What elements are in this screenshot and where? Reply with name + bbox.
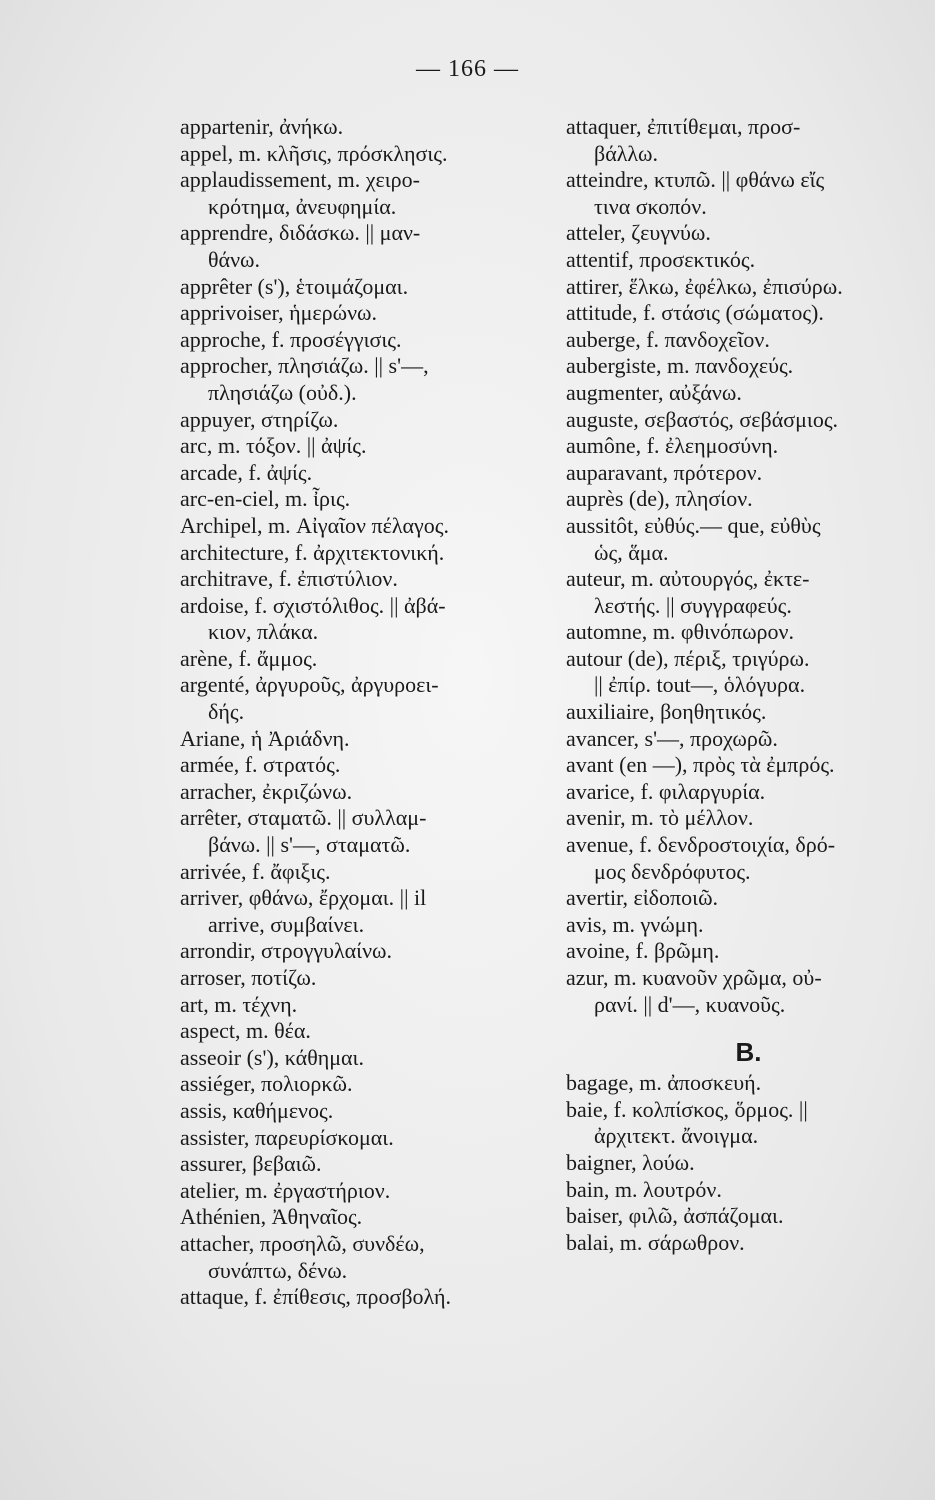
dictionary-entry-line: argenté, ἀργυροῦς, ἀργυροει-	[180, 672, 439, 698]
dictionary-entry-line: atelier, m. ἐργαστήριον.	[180, 1177, 391, 1203]
dictionary-entry-line: assiéger, πολιορκῶ.	[180, 1071, 353, 1097]
dictionary-entry-line: avenir, m. τὸ μέλλον.	[566, 805, 754, 831]
dictionary-entry-line: atteler, ζευγνύω.	[566, 220, 711, 246]
dictionary-entry-line: avenue, f. δενδροστοιχία, δρό-	[566, 832, 836, 858]
dictionary-entry-line: λεστής. || συγγραφεύς.	[594, 592, 792, 618]
dictionary-entry-line: avoine, f. βρῶμη.	[566, 938, 720, 964]
dictionary-entry-line: approcher, πλησιάζω. || s'—,	[180, 353, 429, 379]
dictionary-entry-line: aumône, f. ἐλεημοσύνη.	[566, 433, 779, 459]
dictionary-entry-line: arrondir, στρογγυλαίνω.	[180, 938, 393, 964]
dictionary-entry-line: augmenter, αὐξάνω.	[566, 379, 742, 405]
dictionary-entry-line: arriver, φθάνω, ἔρχομαι. || il	[180, 885, 427, 911]
dictionary-entry-line: ἀρχιτεκτ. ἄνοιγμα.	[594, 1123, 759, 1149]
dictionary-entry-line: appuyer, στηρίζω.	[180, 406, 339, 432]
dictionary-entry-line: apprendre, διδάσκω. || μαν-	[180, 220, 421, 246]
dictionary-entry-line: arrivée, f. ἄφιξις.	[180, 858, 331, 884]
dictionary-entry-line: attentif, προσεκτικός.	[566, 246, 756, 272]
dictionary-entry-line: atteindre, κτυπῶ. || φθάνω εἴς	[566, 167, 825, 193]
dictionary-entry-line: συνάπτω, δένω.	[208, 1257, 348, 1283]
entries-a	[566, 114, 911, 1018]
dictionary-entry-line: arc-en-ciel, m. ἶρις.	[180, 486, 351, 512]
right-column	[566, 114, 911, 1256]
dictionary-entry-line: baie, f. κολπίσκος, ὅρμος. ||	[566, 1096, 808, 1122]
dictionary-entry-line: aussitôt, εὐθύς.— que, εὐθὺς	[566, 512, 821, 538]
dictionary-entry-line: auprès (de), πλησίον.	[566, 486, 753, 512]
dictionary-entry-line: baigner, λούω.	[566, 1149, 695, 1175]
dictionary-entry-line: bagage, m. ἀποσκευή.	[566, 1070, 762, 1096]
dictionary-entry-line: assis, καθήμενος.	[180, 1097, 334, 1123]
left-column	[180, 114, 520, 1311]
dictionary-entry-line: avertir, εἰδοποιῶ.	[566, 885, 719, 911]
dictionary-entry-line: avant (en —), πρὸς τὰ ἐμπρός.	[566, 752, 835, 778]
dictionary-entry-line: appartenir, ἀνήκω.	[180, 114, 344, 139]
dictionary-entry-line: applaudissement, m. χειρο-	[180, 167, 420, 193]
dictionary-entry-line: μος δενδρόφυτος.	[594, 858, 751, 884]
page-number: — 166 —	[416, 56, 519, 82]
dictionary-entry-line: Athénien, Ἀθηναῖος.	[180, 1204, 363, 1230]
dictionary-entry-line: τινα σκοπόν.	[594, 193, 707, 219]
dictionary-entry-line: arracher, ἐκριζώνω.	[180, 778, 353, 804]
dictionary-entry-line: bain, m. λουτρόν.	[566, 1176, 722, 1202]
dictionary-entry-line: βάνω. || s'—, σταματῶ.	[208, 832, 411, 858]
dictionary-entry-line: arène, f. ἄμμος.	[180, 645, 318, 671]
dictionary-entry-line: θάνω.	[208, 246, 260, 272]
dictionary-entry-line: κρότημα, ἀνευφημία.	[208, 193, 397, 219]
dictionary-entry-line: ὡς, ἅμα.	[594, 539, 669, 565]
dictionary-entry-line: attaque, f. ἐπίθεσις, προσβολή.	[180, 1284, 451, 1310]
dictionary-entry-line: auparavant, πρότερον.	[566, 459, 763, 485]
dictionary-entry-line: architrave, f. ἐπιστύλιον.	[180, 566, 398, 592]
dictionary-entry-line: autour (de), πέριξ, τριγύρω.	[566, 645, 810, 671]
dictionary-entry-line: appel, m. κλῆσις, πρόσκλησις.	[180, 140, 448, 166]
dictionary-entry-line: apprêter (s'), ἑτοιμάζομαι.	[180, 273, 409, 299]
dictionary-entry-line: arc, m. τόξον. || ἀψίς.	[180, 433, 367, 459]
entries-b	[566, 1070, 911, 1256]
dictionary-entry-line: arcade, f. ἀψίς.	[180, 459, 313, 485]
dictionary-entry-line: arrêter, σταματῶ. || συλλαμ-	[180, 805, 427, 831]
dictionary-entry-line: architecture, f. ἀρχιτεκτονική.	[180, 539, 445, 565]
dictionary-entry-line: balai, m. σάρωθρον.	[566, 1229, 745, 1255]
dictionary-entry-line: ardoise, f. σχιστόλιθος. || ἀβά-	[180, 592, 446, 618]
dictionary-entry-line: apprivoiser, ἡμερώνω.	[180, 300, 378, 326]
dictionary-entry-line: Archipel, m. Αἰγαῖον πέλαγος.	[180, 512, 449, 538]
dictionary-entry-line: art, m. τέχνη.	[180, 991, 298, 1017]
dictionary-entry-line: avarice, f. φιλαργυρία.	[566, 778, 766, 804]
dictionary-entry-line: avancer, s'—, προχωρῶ.	[566, 725, 778, 751]
dictionary-entry-line: attacher, προσηλῶ, συνδέω,	[180, 1230, 425, 1256]
dictionary-entry-line: assister, παρευρίσκομαι.	[180, 1124, 394, 1150]
section-heading-b: B.	[735, 1037, 762, 1068]
dictionary-entry-line: ρανί. || d'—, κυανοῦς.	[594, 991, 786, 1017]
dictionary-entry-line: asseoir (s'), κάθημαι.	[180, 1044, 364, 1070]
dictionary-entry-line: arroser, ποτίζω.	[180, 965, 317, 990]
dictionary-entry-line: assurer, βεβαιῶ.	[180, 1151, 322, 1177]
dictionary-entry-line: auxiliaire, βοηθητικός.	[566, 699, 767, 725]
dictionary-entry-line: azur, m. κυανοῦν χρῶμα, οὐ-	[566, 965, 822, 990]
dictionary-entry-line: Ariane, ἡ Ἀριάδνη.	[180, 725, 350, 751]
dictionary-entry-line: δής.	[208, 699, 245, 725]
dictionary-entry-line: βάλλω.	[594, 140, 659, 166]
dictionary-entry-line: armée, f. στρατός.	[180, 752, 341, 778]
dictionary-entry-line: automne, m. φθινόπωρον.	[566, 619, 794, 645]
dictionary-entry-line: πλησιάζω (οὐδ.).	[208, 379, 357, 405]
dictionary-entry-line: aspect, m. θέα.	[180, 1018, 311, 1044]
dictionary-entry-line: auberge, f. πανδοχεῖον.	[566, 326, 770, 352]
dictionary-entry-line: arrive, συμβαίνει.	[208, 911, 365, 937]
dictionary-entry-line: attitude, f. στάσις (σώματος).	[566, 300, 824, 326]
dictionary-entry-line: auguste, σεβαστός, σεβάσμιος.	[566, 406, 839, 432]
dictionary-entry-line: baiser, φιλῶ, ἀσπάζομαι.	[566, 1203, 784, 1229]
dictionary-entry-line: avis, m. γνώμη.	[566, 911, 704, 937]
dictionary-entry-line: attaquer, ἐπιτίθεμαι, προσ-	[566, 114, 801, 139]
dictionary-entry-line: auteur, m. αὐτουργός, ἐκτε-	[566, 566, 810, 592]
dictionary-entry-line: aubergiste, m. πανδοχεύς.	[566, 353, 794, 379]
dictionary-entry-line: approche, f. προσέγγισις.	[180, 326, 402, 352]
dictionary-entry-line: || ἐπίρ. tout—, ὁλόγυρα.	[594, 672, 806, 698]
dictionary-entry-line: κιον, πλάκα.	[208, 619, 319, 645]
dictionary-entry-line: attirer, ἕλκω, ἐφέλκω, ἐπισύρω.	[566, 273, 843, 299]
